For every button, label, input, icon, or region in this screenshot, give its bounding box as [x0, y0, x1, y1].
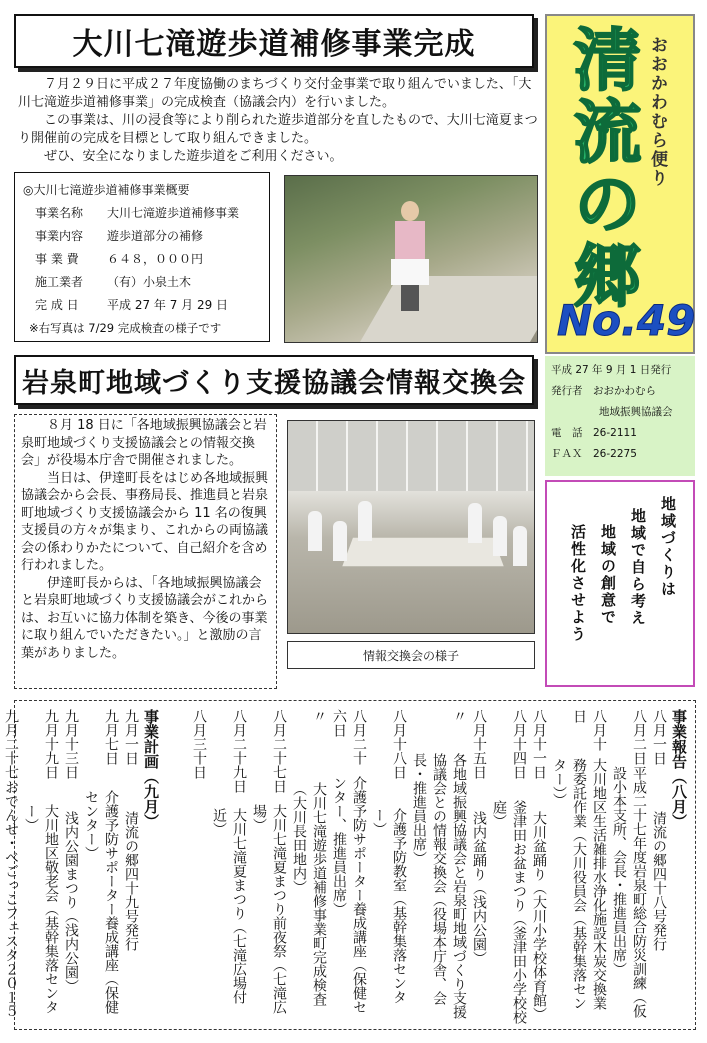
info-exchange-article: [14, 414, 277, 689]
summary-key: 事業名称: [35, 206, 84, 220]
tel-number: 26-2111: [593, 427, 637, 439]
publication-info: [545, 356, 695, 476]
article-paragraph: ８月 18 日に「各地域振興協議会と岩泉町地域づくり支援協議会との情報交換会」が役場本庁舎で開催されました。: [21, 418, 267, 468]
report-date: 八月三十日: [191, 709, 207, 779]
schedule-section: [3, 700, 696, 1030]
report-item: [549, 709, 609, 1024]
masthead-subtitle: おおかわむら便り: [647, 36, 667, 188]
report-event: 大川七滝遊歩道補修事業町完成検査（大川長田地内）: [291, 782, 327, 1007]
summary-row: [23, 248, 261, 271]
slogan-box: [545, 480, 695, 687]
slogan-line: 地域で自ら考え: [629, 508, 647, 627]
schedule-content: [0, 709, 689, 1024]
intro-paragraph: ぜひ、安全になりました遊歩道をご利用ください。: [44, 149, 343, 164]
report-event: 平成二十七年度岩泉町総合防災訓練（仮設小本支所、会長・推進員出席）: [611, 765, 647, 1018]
summary-title: ◎大川七滝遊歩道補修事業概要: [23, 183, 190, 197]
slogan-line: 地域づくりは: [659, 496, 677, 598]
headline-walkway-project: 大川七滝遊歩道補修事業完成: [14, 14, 534, 68]
tel-label: 電 話: [551, 427, 583, 439]
plan-event: 清流の郷四十九号発行: [123, 811, 139, 951]
report-item: [249, 709, 289, 1024]
summary-key: 施工業者: [35, 275, 84, 289]
report-event: 清流の郷四十八号発行: [651, 811, 667, 951]
summary-key: 事業内容: [35, 229, 84, 243]
report-date: 八月十四日: [511, 709, 527, 779]
report-event: 各地域振興協議会と岩泉町地域づくり支援協議会との情報交換会（役場本庁舎、会長・推進員出席）: [411, 752, 467, 1019]
schedule-section-title: 事業計画（九月）: [142, 709, 160, 829]
report-event: 釜津田お盆まつり（釜津田小学校校庭）: [491, 799, 527, 1024]
report-event: 介護予防サポーター養成講座（保健センター、推進員出席）: [331, 775, 367, 1014]
summary-note: ※右写真は 7/29 完成検査の様子です: [29, 321, 222, 335]
article-paragraph: 当日は、伊達町長をはじめ各地域振興協議会から会長、事務局長、推進員と岩泉町地域づくり支援協議会から 11 名の復興支援員の方々が集まり、これからの両協議会の係わりかたについて、自己紹介を含め行われました。: [21, 470, 269, 573]
summary-value: （有）小泉土木: [107, 275, 192, 289]
fax: [551, 444, 689, 465]
summary-value: 大川七滝遊歩道補修事業: [107, 206, 240, 220]
meeting-photo-caption: 情報交換会の様子: [287, 641, 535, 669]
report-item: [369, 709, 409, 1024]
report-date: 八月二十六日: [331, 709, 367, 765]
summary-value: 平成 27 年 7 月 29 日: [107, 298, 229, 312]
report-item: [329, 709, 369, 1024]
intro-paragraph: ７月２９日に平成２７年度協働のまちづくり交付金事業で取り組んでいました、「大川七滝遊歩道補修事業」の完成検査（協議会内）を行いました。: [18, 77, 532, 110]
person-figure: [395, 201, 425, 311]
issue-number: No.49: [557, 296, 696, 345]
report-date: 八月十八日: [391, 709, 407, 779]
plan-item: [0, 709, 21, 1024]
article-paragraph: 伊達町長からは、「各地域振興協議会と岩泉町地域づくり支援協議会がこれからは、お互いに協力体制を築き、今後の事業に取り組んでいただきたい。」と激励の言葉がありました。: [21, 575, 269, 661]
report-date: 〃: [451, 709, 467, 723]
report-event: 大川盆踊り（大川小学校体育館）: [531, 811, 547, 1021]
masthead-title: 清流の郷: [562, 24, 641, 312]
report-item: [489, 709, 529, 1024]
summary-row: [23, 225, 261, 248]
report-item: [469, 709, 489, 1024]
slogan-line: 地域の創意で: [599, 524, 617, 626]
plan-item: [121, 709, 141, 1024]
summary-key: 事 業 費: [35, 252, 79, 266]
intro-paragraph: この事業は、川の浸食等により削られた遊歩道部分を直したもので、大川七滝夏まつり開催前の完成を目標として取り組んできました。: [18, 113, 538, 146]
report-event: 介護予防教室（基幹集落センター）: [371, 807, 407, 1004]
report-date: 八月一日: [651, 709, 667, 765]
report-date: 〃: [311, 709, 327, 723]
summary-row: [23, 271, 261, 294]
summary-row: [23, 202, 261, 225]
headline-info-exchange: 岩泉町地域づくり支援協議会情報交換会: [14, 355, 534, 405]
slogan-text: [563, 496, 683, 643]
telephone: [551, 423, 689, 444]
publisher: [551, 381, 689, 402]
slogan-line: 活性化させよう: [569, 524, 587, 643]
summary-key: 完 成 日: [35, 298, 79, 312]
report-item: [189, 709, 209, 1024]
masthead: [545, 14, 695, 354]
report-event: 大川七滝夏まつり（七滝広場付近）: [211, 807, 247, 1004]
publish-date: 平成 27 年 9 月 1 日発行: [551, 364, 672, 376]
report-date: 八月二十九日: [231, 709, 247, 793]
plan-item: [61, 709, 81, 1024]
report-item: [209, 709, 249, 1024]
report-date: 八月十一日: [531, 709, 547, 779]
plan-event: 介護予防サポーター養成講座（保健センター）: [83, 790, 119, 1015]
report-item: [289, 709, 329, 1024]
plan-date: 九月二十七: [3, 709, 19, 779]
report-item: [529, 709, 549, 1024]
schedule-section-title: 事業報告（八月）: [670, 709, 688, 829]
meeting-photo: [287, 420, 535, 634]
report-date: 八月二日: [631, 709, 647, 765]
report-item: [609, 709, 649, 1024]
fax-number: 26-2275: [593, 448, 637, 460]
intro-article: [18, 76, 542, 166]
publisher-org: 地域振興協議会: [599, 406, 673, 418]
plan-item: [81, 709, 121, 1024]
plan-date: 九月一日: [123, 709, 139, 765]
plan-date: 九月十九日: [43, 709, 59, 779]
summary-row: [23, 294, 261, 317]
report-event: 大川地区生活雑排水浄化施設木炭交換業務委託作業（大川役員会（基幹集落センター））: [551, 758, 607, 1011]
plan-item: [21, 709, 61, 1024]
plan-event: 浅内公園まつり（浅内公園）: [63, 811, 79, 993]
inspection-photo: [284, 175, 538, 343]
report-date: 八月十五日: [471, 709, 487, 779]
summary-value: ６４８，０００円: [107, 252, 204, 266]
project-summary-box: [14, 172, 270, 342]
report-item: [649, 709, 669, 1024]
plan-date: 九月七日: [103, 709, 119, 765]
plan-event: 大川地区敬老会（基幹集落センター）: [23, 803, 59, 1014]
publisher-name: おおかわむら: [593, 385, 656, 397]
summary-value: 遊歩道部分の補修: [107, 229, 204, 243]
report-date: 八月十日: [571, 709, 607, 751]
fax-label: ＦＡＸ: [551, 448, 583, 460]
plan-event: おでんせ・べごっこフェスタ２０１５: [3, 780, 19, 1019]
report-event: 大川七滝夏まつり前夜祭（七滝広場）: [251, 803, 287, 1014]
report-date: 八月二十七日: [271, 709, 287, 793]
report-item: [409, 709, 469, 1024]
publisher-label: 発行者: [551, 385, 583, 397]
plan-date: 九月十三日: [63, 709, 79, 779]
report-event: 浅内盆踊り（浅内公園）: [471, 811, 487, 965]
